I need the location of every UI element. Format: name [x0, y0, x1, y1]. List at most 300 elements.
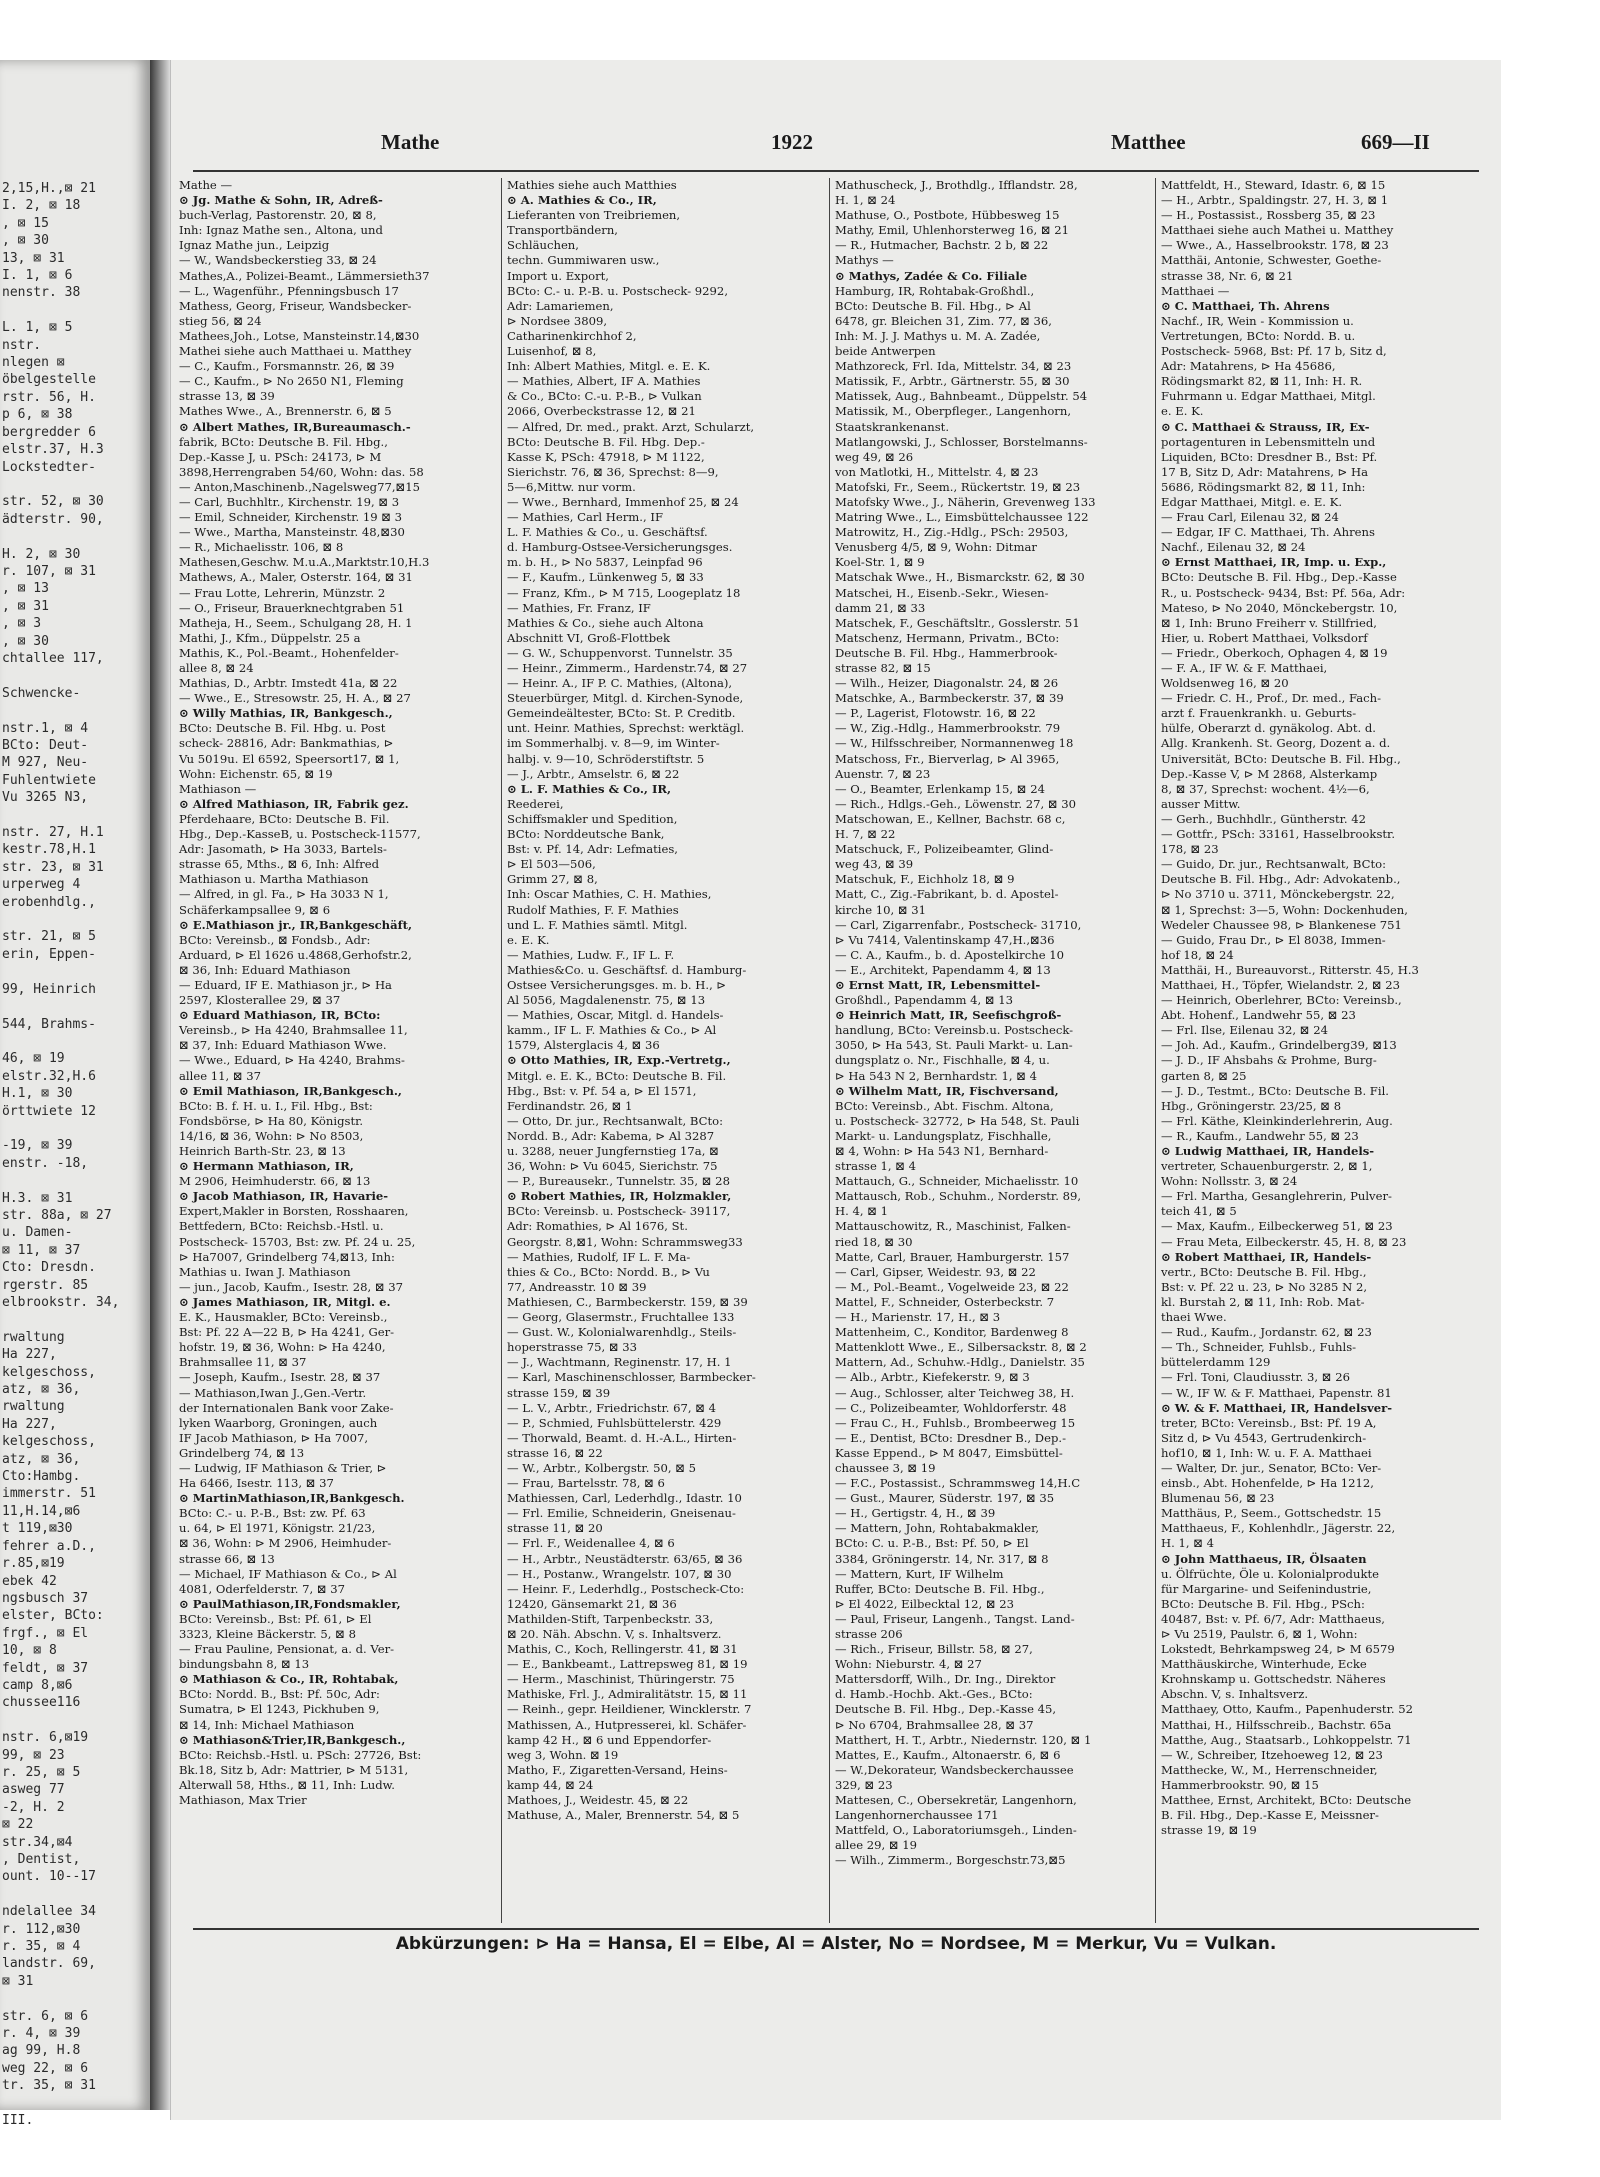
directory-line: — Franz, Kfm., ⊳ M 715, Loogeplatz 18 [507, 585, 741, 600]
directory-line: — R., Michaelisstr. 106, ⊠ 8 [179, 540, 344, 555]
directory-line: — Wwe., Martha, Mansteinstr. 48,⊠30 [179, 525, 405, 540]
directory-line: — Mathies, Rudolf, IF L. F. Ma- [507, 1249, 691, 1264]
directory-line: Fuhrmann u. Edgar Matthaei, Mitgl. [1161, 389, 1376, 404]
directory-line: Matt, C., Zig.-Fabrikant, b. d. Apostel- [835, 887, 1059, 902]
directory-line: — F., Kaufm., Lünkenweg 5, ⊠ 33 [507, 570, 704, 585]
directory-line: Mathies&Co. u. Geschäftsf. d. Hamburg- [507, 962, 747, 977]
directory-line: Wohn: Nollsstr. 3, ⊠ 24 [1161, 1174, 1298, 1189]
directory-line: Mathiason u. Martha Mathiason [179, 872, 369, 887]
directory-line: weg 49, ⊠ 26 [835, 449, 914, 464]
directory-line: Mattel, F., Schneider, Osterbeckstr. 7 [835, 1294, 1055, 1309]
directory-line: portagenturen in Lebensmitteln und [1161, 434, 1376, 449]
directory-line: — W., Wandsbeckerstieg 33, ⊠ 24 [179, 253, 377, 268]
directory-line: Matho, F., Zigaretten-Versand, Heins- [507, 1762, 728, 1777]
directory-line: — L. V., Arbtr., Friedrichstr. 67, ⊠ 4 [507, 1400, 717, 1415]
directory-line: BCto: C. u. P.-B., Bst: Pf. 50, ⊳ El [835, 1536, 1029, 1551]
directory-line: Mathesen,Geschw. M.u.A.,Marktstr.10,H.3 [179, 555, 430, 570]
directory-line: Schläuchen, [507, 238, 579, 253]
directory-line: Mathias, D., Arbtr. Imstedt 41a, ⊠ 22 [179, 676, 398, 691]
directory-line: Matthe, Aug., Staatsarb., Lohkoppelstr. 71 [1161, 1732, 1412, 1747]
directory-line: H. 4, ⊠ 1 [835, 1204, 889, 1219]
directory-line: Mathi, J., Kfm., Düppelstr. 25 a [179, 630, 361, 645]
directory-line: 8, ⊠ 37, Sprechst: wochent. 4½—6, [1161, 781, 1370, 796]
directory-line: — P., Bureausekr., Tunnelstr. 35, ⊠ 28 [507, 1174, 730, 1189]
directory-line: Catharinenkirchhof 2, [507, 328, 637, 343]
directory-line: — Frl. Martha, Gesanglehrerin, Pulver- [1161, 1189, 1392, 1204]
directory-line: — L., Wagenführ., Pfenningsbusch 17 [179, 283, 399, 298]
directory-line: strasse 159, ⊠ 39 [507, 1385, 611, 1400]
directory-line: Mathies & Co., siehe auch Altona [507, 615, 704, 630]
directory-line: im Sommerhalbj. v. 8—9, im Winter- [507, 736, 720, 751]
directory-line: — Frau, Bartelsstr. 78, ⊠ 6 [507, 1476, 665, 1491]
column-3 [835, 178, 1151, 1918]
directory-line: ⊙ Willy Mathias, IR, Bankgesch., [179, 706, 393, 721]
directory-line: Mattauschowitz, R., Maschinist, Falken- [835, 1219, 1071, 1234]
directory-line: — C., Polizeibeamter, Wohldorferstr. 48 [835, 1400, 1067, 1415]
directory-line: Matissek, Aug., Bahnbeamt., Düppelstr. 54 [835, 389, 1088, 404]
directory-line: 77, Andreasstr. 10 ⊠ 39 [507, 1279, 647, 1294]
directory-line: Vertretungen, BCto: Nordd. B. u. [1161, 328, 1356, 343]
directory-line: Adr: Matahrens, ⊳ Ha 45686, [1161, 359, 1336, 374]
directory-line: Mathes Wwe., A., Brennerstr. 6, ⊠ 5 [179, 404, 392, 419]
directory-line: dungsplatz o. Nr., Fischhalle, ⊠ 4, u. [835, 1053, 1050, 1068]
directory-line: Mateso, ⊳ No 2040, Mönckebergstr. 10, [1161, 600, 1398, 615]
directory-line: kamm., IF L. F. Mathies & Co., ⊳ Al [507, 1023, 717, 1038]
directory-line: — Gottfr., PSch: 33161, Hasselbrookstr. [1161, 827, 1396, 842]
directory-line: Hammerbrookstr. 90, ⊠ 15 [1161, 1777, 1319, 1792]
directory-line: — Wwe., A., Hasselbrookstr. 178, ⊠ 23 [1161, 238, 1389, 253]
directory-line: thaei Wwe. [1161, 1310, 1227, 1325]
directory-line: Matthaei siehe auch Mathei u. Matthey [1161, 223, 1394, 238]
directory-line: Mathuscheck, J., Brothdlg., Ifflandstr. 28, [835, 178, 1078, 192]
directory-line: — H., Arbtr., Neustädterstr. 63/65, ⊠ 36 [507, 1551, 743, 1566]
directory-line: Adr: Romathies, ⊳ Al 1676, St. [507, 1219, 688, 1234]
directory-line: Mathiske, Frl. J., Admiralitätstr. 15, ⊠ 11 [507, 1687, 748, 1702]
directory-line: Bst: v. Pf. 14, Adr: Lefmaties, [507, 842, 678, 857]
directory-line: kl. Burstah 2, ⊠ 11, Inh: Rob. Mat- [1161, 1294, 1365, 1309]
directory-line: Alterwall 58, Hths., ⊠ 11, Inh: Ludw. [179, 1777, 395, 1792]
directory-line: — Rich., Friseur, Billstr. 58, ⊠ 27, [835, 1642, 1033, 1657]
directory-line: ausser Mittw. [1161, 796, 1241, 811]
directory-line: Bettfedern, BCto: Reichsb.-Hstl. u. [179, 1219, 384, 1234]
directory-line: — Frl. Toni, Claudiusstr. 3, ⊠ 26 [1161, 1370, 1350, 1385]
directory-line: d. Hamburg-Ostsee-Versicherungsges. [507, 540, 733, 555]
column-divider [1155, 178, 1156, 1923]
directory-line: 6478, gr. Bleichen 31, Zim. 77, ⊠ 36, [835, 313, 1052, 328]
directory-line: ⊙ John Matthaeus, IR, Ölsaaten [1161, 1551, 1367, 1566]
directory-line: — Rud., Kaufm., Jordanstr. 62, ⊠ 23 [1161, 1325, 1372, 1340]
directory-line: Matschuck, F., Polizeibeamter, Glind- [835, 842, 1054, 857]
directory-line: ⊠ 1, Inh: Bruno Freiherr v. Stillfried, [1161, 615, 1377, 630]
directory-line: H. 7, ⊠ 22 [835, 827, 896, 842]
directory-line: strasse 66, ⊠ 13 [179, 1551, 275, 1566]
directory-line: Mathiason, Max Trier [179, 1793, 307, 1808]
directory-line: Lieferanten von Treibriemen, [507, 208, 681, 223]
directory-line: — Paul, Friseur, Langenh., Tangst. Land- [835, 1611, 1075, 1626]
directory-line: Bst: Pf. 22 A—22 B, ⊳ Ha 4241, Ger- [179, 1325, 395, 1340]
directory-line: Sitz d, ⊳ Vu 4543, Gertrudenkirch- [1161, 1430, 1367, 1445]
directory-line: 36, Wohn: ⊳ Vu 6045, Sierichstr. 75 [507, 1159, 718, 1174]
directory-line: & Co., BCto: C.-u. P.-B., ⊳ Vulkan [507, 389, 702, 404]
directory-line: — Guido, Dr. jur., Rechtsanwalt, BCto: [1161, 857, 1387, 872]
directory-line: ⊳ El 4022, Eilbecktal 12, ⊠ 23 [835, 1596, 1015, 1611]
directory-line: bindungsbahn 8, ⊠ 13 [179, 1657, 310, 1672]
directory-line: H. 1, ⊠ 4 [1161, 1536, 1215, 1551]
directory-line: 1579, Alsterglacis 4, ⊠ 36 [507, 1038, 660, 1053]
directory-line: ⊙ Robert Matthaei, IR, Handels- [1161, 1249, 1372, 1264]
directory-line: — E., Bankbeamt., Lattrepsweg 81, ⊠ 19 [507, 1657, 748, 1672]
directory-line: Mathess, Georg, Friseur, Wandsbecker- [179, 298, 412, 313]
directory-line: Matthäuskirche, Winterhude, Ecke [1161, 1657, 1367, 1672]
directory-line: Wohn: Nieburstr. 4, ⊠ 27 [835, 1657, 982, 1672]
column-divider [501, 178, 502, 1923]
directory-line: Luisenhof, ⊠ 8, [507, 344, 597, 359]
directory-line: Schiffsmakler und Spedition, [507, 811, 678, 826]
directory-line: ⊙ Albert Mathes, IR,Bureaumasch.- [179, 419, 411, 434]
directory-line: kirche 10, ⊠ 31 [835, 902, 927, 917]
directory-line: Mathis, C., Koch, Rellingerstr. 41, ⊠ 31 [507, 1642, 738, 1657]
directory-line: Mattausch, Rob., Schuhm., Norderstr. 89, [835, 1189, 1082, 1204]
directory-line: — Carl, Buchhltr., Kirchenstr. 19, ⊠ 3 [179, 494, 400, 509]
directory-line: Import u. Export, [507, 268, 609, 283]
directory-line: Matthäi, Antonie, Schwester, Goethe- [1161, 253, 1382, 268]
directory-line: ried 18, ⊠ 30 [835, 1234, 913, 1249]
directory-line: — Heinrich, Oberlehrer, BCto: Vereinsb., [1161, 993, 1402, 1008]
directory-line: kamp 42 H., ⊠ 6 und Eppendorfer- [507, 1732, 712, 1747]
directory-line: ⊙ Jacob Mathiason, IR, Havarie- [179, 1189, 389, 1204]
directory-line: Matthaeus, F., Kohlenhdlr., Jägerstr. 22, [1161, 1521, 1396, 1536]
directory-line: — W., IF W. & F. Matthaei, Papenstr. 81 [1161, 1385, 1392, 1400]
footer-rule [193, 1928, 1479, 1930]
directory-line: stieg 56, ⊠ 24 [179, 313, 262, 328]
directory-line: Wedeler Chaussee 98, ⊳ Blankenese 751 [1161, 917, 1402, 932]
directory-line: ⊙ A. Mathies & Co., IR, [507, 193, 657, 208]
directory-line: strasse 65, Mths., ⊠ 6, Inh: Alfred [179, 857, 380, 872]
directory-line: Allg. Krankenh. St. Georg, Dozent a. d. [1161, 736, 1391, 751]
directory-line: 2066, Overbeckstrasse 12, ⊠ 21 [507, 404, 696, 419]
directory-line: ⊙ Alfred Mathiason, IR, Fabrik gez. [179, 796, 409, 811]
directory-line: hof10, ⊠ 1, Inh: W. u. F. A. Matthaei [1161, 1445, 1372, 1460]
directory-line: B. Fil. Hbg., Dep.-Kasse E, Meissner- [1161, 1808, 1379, 1823]
directory-line: u. 3288, neuer Jungfernstieg 17a, ⊠ [507, 1144, 719, 1158]
directory-line: strasse 19, ⊠ 19 [1161, 1823, 1257, 1838]
directory-line: Matthert, H. T., Arbtr., Niedernstr. 120, ⊠ 1 [835, 1732, 1092, 1747]
directory-line: — Edgar, IF C. Matthaei, Th. Ahrens [1161, 525, 1375, 540]
directory-line: — Alfred, in gl. Fa., ⊳ Ha 3033 N 1, [179, 887, 389, 902]
directory-line: Vu 5019u. El 6592, Speersort17, ⊠ 1, [179, 751, 400, 766]
directory-line: ⊙ Eduard Mathiason, IR, BCto: [179, 1008, 381, 1023]
directory-line: Mattes, E., Kaufm., Altonaerstr. 6, ⊠ 6 [835, 1747, 1061, 1762]
directory-line: Matthecke, W., M., Herrenschneider, [1161, 1762, 1378, 1777]
directory-line: Matthaey, Otto, Kaufm., Papenhuderstr. 52 [1161, 1702, 1413, 1717]
directory-line: Matschei, H., Eisenb.-Sekr., Wiesen- [835, 585, 1049, 600]
directory-line: beide Antwerpen [835, 344, 936, 359]
header-year: 1922 [771, 130, 813, 154]
directory-line: kamp 44, ⊠ 24 [507, 1777, 594, 1792]
directory-line: Mattfeldt, H., Steward, Idastr. 6, ⊠ 15 [1161, 178, 1386, 192]
directory-line: Bk.18, Sitz b, Adr: Mattrier, ⊳ M 5131, [179, 1762, 409, 1777]
directory-line: ⊙ James Mathiason, IR, Mitgl. e. [179, 1294, 391, 1309]
directory-line: Bst: v. Pf. 22 u. 23, ⊳ No 3285 N 2, [1161, 1279, 1368, 1294]
directory-line: Abschn. V, s. Inhaltsverz. [1161, 1687, 1309, 1702]
directory-line: weg 3, Wohn. ⊠ 19 [507, 1747, 619, 1762]
directory-line: BCto: Nordd. B., Bst: Pf. 50c, Adr: [179, 1687, 380, 1702]
directory-line: — Carl, Zigarrenfabr., Postscheck- 31710, [835, 917, 1082, 932]
directory-line: chaussee 3, ⊠ 19 [835, 1460, 936, 1475]
directory-line: ⊳ Nordsee 3809, [507, 313, 608, 328]
directory-line: — jun., Jacob, Kaufm., Isestr. 28, ⊠ 37 [179, 1279, 403, 1294]
directory-line: hülfe, Oberarzt d. gynäkolog. Abt. d. [1161, 721, 1376, 736]
directory-line: hof 18, ⊠ 24 [1161, 947, 1234, 962]
directory-line: Krohnskamp u. Gottschedstr. Näheres [1161, 1672, 1386, 1687]
directory-line: — Mathies, Oscar, Mitgl. d. Handels- [507, 1008, 724, 1023]
directory-line: scheck- 28816, Adr: Bankmathias, ⊳ [179, 736, 394, 751]
directory-line: ⊠ 36, Wohn: ⊳ M 2906, Heimhuder- [179, 1536, 392, 1551]
directory-line: — Mathies, Carl Herm., IF [507, 510, 663, 525]
directory-line: — H., Gertigstr. 4, H., ⊠ 39 [835, 1506, 996, 1521]
directory-line: Matofsky Wwe., J., Näherin, Grevenweg 133 [835, 494, 1096, 509]
directory-line: Adr: Lamariemen, [507, 298, 614, 313]
directory-line: Großhdl., Papendamm 4, ⊠ 13 [835, 993, 1014, 1008]
directory-line: ⊙ Robert Mathies, IR, Holzmakler, [507, 1189, 732, 1204]
directory-line: BCto: Vereinsb., Abt. Fischm. Altona, [835, 1098, 1054, 1113]
directory-line: — Emil, Schneider, Kirchenstr. 19 ⊠ 3 [179, 510, 403, 525]
directory-line: Inh: Ignaz Mathe sen., Altona, und [179, 223, 383, 238]
directory-line: der Internationalen Bank voor Zake- [179, 1400, 394, 1415]
directory-line: ⊙ W. & F. Matthaei, IR, Handelsver- [1161, 1400, 1393, 1415]
directory-line: vertreter, Schauenburgerstr. 2, ⊠ 1, [1161, 1159, 1373, 1174]
directory-line: Matrowitz, H., Zig.-Hdlg., PSch: 29503, [835, 525, 1069, 540]
directory-line: Sumatra, ⊳ El 1243, Pickhuben 9, [179, 1702, 380, 1717]
directory-line: Mattenheim, C., Konditor, Bardenweg 8 [835, 1325, 1069, 1340]
directory-line: Ruffer, BCto: Deutsche B. Fil. Hbg., [835, 1581, 1045, 1596]
directory-line: BCto: Deutsche B. Fil. Hbg., PSch: [1161, 1596, 1365, 1611]
directory-line: 3898,Herrengraben 54/60, Wohn: das. 58 [179, 464, 424, 479]
directory-line: — Frl. F., Weidenallee 4, ⊠ 6 [507, 1536, 675, 1551]
directory-line: — Heinr. F., Lederhdlg., Postscheck-Cto: [507, 1581, 745, 1596]
directory-line: Mathias u. Iwan J. Mathiason [179, 1264, 351, 1279]
directory-line: Expert,Makler in Borsten, Rosshaaren, [179, 1204, 409, 1219]
directory-line: 3323, Kleine Bäckerstr. 5, ⊠ 8 [179, 1627, 356, 1641]
directory-line: Inh: M. J. J. Mathys u. M. A. Zadée, [835, 328, 1041, 343]
page-number: 669—II [1361, 130, 1430, 154]
directory-line: strasse 38, Nr. 6, ⊠ 21 [1161, 268, 1294, 283]
directory-line: BCto: Vereinsb. u. Postscheck- 39117, [507, 1204, 731, 1219]
directory-line: Matheja, H., Seem., Schulgang 28, H. 1 [179, 615, 413, 630]
directory-line: — W., Schreiber, Itzehoeweg 12, ⊠ 23 [1161, 1747, 1383, 1762]
directory-line: — W., Hilfsschreiber, Normannenweg 18 [835, 736, 1074, 751]
directory-line: Georgstr. 8,⊠1, Wohn: Schrammsweg33 [507, 1234, 743, 1249]
directory-line: — Wilh., Zimmerm., Borgeschstr.73,⊠5 [835, 1853, 1066, 1868]
directory-line: H. 1, ⊠ 24 [835, 193, 896, 208]
directory-line: Sierichstr. 76, ⊠ 36, Sprechst: 8—9, [507, 464, 719, 479]
directory-line: Matthaei — [1161, 283, 1230, 298]
directory-line: Mathees,Joh., Lotse, Mansteinstr.14,⊠30 [179, 328, 420, 343]
directory-line: — Friedr. C. H., Prof., Dr. med., Fach- [1161, 691, 1382, 706]
directory-line: — Frl. Ilse, Eilenau 32, ⊠ 24 [1161, 1023, 1328, 1038]
directory-line: e. E. K. [1161, 404, 1204, 419]
directory-line: buch-Verlag, Pastorenstr. 20, ⊠ 8, [179, 208, 377, 223]
directory-line: — Guido, Frau Dr., ⊳ El 8038, Immen- [1161, 932, 1386, 947]
directory-line: Mathoes, J., Weidestr. 45, ⊠ 22 [507, 1793, 689, 1808]
directory-line: halbj. v. 9—10, Schröderstiftstr. 5 [507, 751, 705, 766]
directory-line: Markt- u. Landungsplatz, Fischhalle, [835, 1128, 1052, 1143]
directory-line: Mathiesen, C., Barmbeckerstr. 159, ⊠ 39 [507, 1294, 748, 1309]
directory-line: Hier, u. Robert Matthaei, Volksdorf [1161, 630, 1368, 645]
directory-line: handlung, BCto: Vereinsb.u. Postscheck- [835, 1023, 1074, 1038]
directory-line: treter, BCto: Vereinsb., Bst: Pf. 19 A, [1161, 1415, 1377, 1430]
directory-line: Matschenz, Hermann, Privatm., BCto: [835, 630, 1060, 645]
directory-line: Matissik, F., Arbtr., Gärtnerstr. 55, ⊠ 30 [835, 374, 1070, 389]
directory-line: — Heinr., Zimmerm., Hardenstr.74, ⊠ 27 [507, 661, 748, 675]
directory-line: — H., Arbtr., Spaldingstr. 27, H. 3, ⊠ 1 [1161, 193, 1389, 208]
directory-line: — J., Arbtr., Amselstr. 6, ⊠ 22 [507, 766, 680, 781]
directory-line: ⊙ Mathys, Zadée & Co. Filiale [835, 268, 1028, 283]
column-2 [507, 178, 825, 1918]
directory-line: Matring Wwe., L., Eimsbüttelchaussee 122 [835, 510, 1089, 525]
directory-line: Deutsche B. Fil. Hbg., Dep.-Kasse 45, [835, 1702, 1057, 1717]
directory-line: — O., Friseur, Brauerknechtgraben 51 [179, 600, 405, 615]
directory-line: Matthai, H., Hilfsschreib., Bachstr. 65a [1161, 1717, 1392, 1732]
directory-line: Kasse K, PSch: 47918, ⊳ M 1122, [507, 449, 705, 464]
directory-line: — M., Pol.-Beamt., Vogelweide 23, ⊠ 22 [835, 1279, 1069, 1294]
directory-line: thies & Co., BCto: Nordd. B., ⊳ Vu [507, 1264, 710, 1279]
directory-line: — H., Marienstr. 17, H., ⊠ 3 [835, 1310, 1001, 1325]
directory-line: ⊙ Heinrich Matt, IR, Seefischgroß- [835, 1008, 1062, 1023]
directory-line: allee 8, ⊠ 24 [179, 661, 254, 675]
abbreviations-footer: Abkürzungen: ⊳ Ha = Hansa, El = Elbe, Al = Alster, No = Nordsee, M = Merkur, Vu = Vulkan. [395, 1934, 1277, 1954]
directory-line: e. E. K. [507, 932, 550, 947]
directory-line: — Frau Meta, Eilbeckerstr. 45, H. 8, ⊠ 23 [1161, 1234, 1407, 1249]
directory-line: Abt. Hohenf., Landwehr 55, ⊠ 23 [1161, 1008, 1356, 1023]
directory-line: lyken Waarborg, Groningen, auch [179, 1415, 378, 1430]
directory-line: Heinrich Barth-Str. 23, ⊠ 13 [179, 1144, 346, 1158]
directory-line: Wohn: Eichenstr. 65, ⊠ 19 [179, 766, 333, 781]
directory-line: Universität, BCto: Deutsche B. Fil. Hbg., [1161, 751, 1401, 766]
directory-line: ⊙ C. Matthaei & Strauss, IR, Ex- [1161, 419, 1370, 434]
directory-line: — Wilh., Heizer, Diagonalstr. 24, ⊠ 26 [835, 676, 1059, 691]
directory-line: Mathes,A., Polizei-Beamt., Lämmersieth37 [179, 268, 430, 283]
directory-line: ⊙ C. Matthaei, Th. Ahrens [1161, 298, 1330, 313]
directory-line: Vereinsb., ⊳ Ha 4240, Brahmsallee 11, [179, 1023, 408, 1038]
directory-line: M 2906, Heimhuderstr. 66, ⊠ 13 [179, 1174, 371, 1189]
directory-line: — W.,Dekorateur, Wandsbeckerchaussee [835, 1762, 1074, 1777]
directory-line: R., u. Postscheck- 9434, Bst: Pf. 56a, Adr: [1161, 585, 1406, 600]
directory-line: Langenhornerchaussee 171 [835, 1808, 999, 1823]
directory-line: — G. W., Schuppenvorst. Tunnelstr. 35 [507, 645, 733, 660]
directory-line: — Frau Pauline, Pensionat, a. d. Ver- [179, 1642, 395, 1657]
directory-line: Matschuk, F., Eichholz 18, ⊠ 9 [835, 872, 1015, 887]
directory-line: Matlangowski, J., Schlosser, Borstelmanns- [835, 434, 1088, 449]
directory-line: — Karl, Maschinenschlosser, Barmbecker- [507, 1370, 756, 1385]
directory-line: Rödingsmarkt 82, ⊠ 11, Inh: H. R. [1161, 374, 1363, 389]
directory-line: — Thorwald, Beamt. d. H.-A.L., Hirten- [507, 1430, 737, 1445]
directory-line: Rudolf Mathies, F. F. Mathies [507, 902, 679, 917]
directory-line: Transportbändern, [507, 223, 618, 238]
directory-line: Mitgl. e. E. K., BCto: Deutsche B. Fil. [507, 1068, 727, 1083]
directory-line: arzt f. Frauenkrankh. u. Geburts- [1161, 706, 1357, 721]
directory-line: — Heinr. A., IF P. C. Mathies, (Altona), [507, 676, 733, 691]
directory-line: strasse 1, ⊠ 4 [835, 1159, 917, 1174]
directory-page [170, 60, 1501, 2120]
directory-line: ⊠ 14, Inh: Michael Mathiason [179, 1717, 355, 1732]
directory-line: 4081, Oderfelderstr. 7, ⊠ 37 [179, 1581, 346, 1596]
directory-line: Pferdehaare, BCto: Deutsche B. Fil. [179, 811, 390, 826]
directory-line: und L. F. Mathies sämtl. Mitgl. [507, 917, 688, 932]
directory-line: ⊙ E.Mathiason jr., IR,Bankgeschäft, [179, 917, 413, 932]
directory-line: — Th., Schneider, Fuhlsb., Fuhls- [1161, 1340, 1357, 1355]
directory-line: Gemeindeältester, BCto: St. P. Creditb. [507, 706, 736, 721]
directory-line: Mattfeld, O., Laboratoriumsgeh., Linden- [835, 1823, 1077, 1838]
directory-line: Postscheck- 15703, Bst: zw. Pf. 24 u. 25, [179, 1234, 416, 1249]
directory-line: Deutsche B. Fil. Hbg., Adr: Advokatenb., [1161, 872, 1401, 887]
directory-line: — Gust., Maurer, Süderstr. 197, ⊠ 35 [835, 1491, 1055, 1506]
directory-line: — W., Zig.-Hdlg., Hammerbrookstr. 79 [835, 721, 1061, 736]
directory-line: Adr: Jasomath, ⊳ Ha 3033, Bartels- [179, 842, 387, 857]
directory-line: ⊙ Ernst Matthaei, IR, Imp. u. Exp., [1161, 555, 1387, 570]
directory-line: Blumenau 56, ⊠ 23 [1161, 1491, 1275, 1506]
page-header [171, 130, 1501, 160]
directory-line: ⊙ Wilhelm Matt, IR, Fischversand, [835, 1083, 1059, 1098]
directory-line: — Mathiason,Iwan J.,Gen.-Vertr. [179, 1385, 367, 1400]
directory-line: — H., Postassist., Rossberg 35, ⊠ 23 [1161, 208, 1376, 223]
directory-line: Hbg., Dep.-KasseB, u. Postscheck-11577, [179, 827, 421, 842]
directory-line: — F.C., Postassist., Schrammsweg 14,H.C [835, 1476, 1081, 1491]
directory-line: — J., Wachtmann, Reginenstr. 17, H. 1 [507, 1355, 732, 1370]
directory-line: BCto: Deutsche B. Fil. Hbg., Dep.-Kasse [1161, 570, 1397, 585]
directory-line: strasse 13, ⊠ 39 [179, 389, 275, 404]
directory-line: d. Hamb.-Hochb. Akt.-Ges., BCto: [835, 1687, 1033, 1702]
directory-line: — Frl. Emilie, Schneiderin, Gneisenau- [507, 1506, 736, 1521]
header-left-keyword: Mathe [381, 130, 440, 154]
directory-line: — Joh. Ad., Kaufm., Grindelberg39, ⊠13 [1161, 1038, 1397, 1053]
directory-line: von Matlotki, H., Mittelstr. 4, ⊠ 23 [835, 464, 1039, 479]
directory-line: strasse 11, ⊠ 20 [507, 1521, 603, 1536]
directory-line: ⊳ Vu 2519, Paulstr. 6, ⊠ 1, Wohn: [1161, 1627, 1358, 1641]
directory-line: — Mathies, Albert, IF A. Mathies [507, 374, 701, 389]
directory-line: weg 43, ⊠ 39 [835, 857, 914, 872]
directory-line: — P., Lagerist, Flotowstr. 16, ⊠ 22 [835, 706, 1036, 721]
directory-line: — O., Beamter, Erlenkamp 15, ⊠ 24 [835, 781, 1045, 796]
directory-line: Deutsche B. Fil. Hbg., Hammerbrook- [835, 645, 1058, 660]
directory-line: Matschoss, Fr., Bierverlag, ⊳ Al 3965, [835, 751, 1060, 766]
directory-line: ⊠ 36, Inh: Eduard Mathiason [179, 962, 351, 977]
directory-line: ⊙ PaulMathiason,IR,Fondsmakler, [179, 1596, 401, 1611]
directory-line: — Carl, Gipser, Weidestr. 93, ⊠ 22 [835, 1264, 1036, 1279]
directory-line: 3384, Gröningerstr. 14, Nr. 317, ⊠ 8 [835, 1551, 1049, 1566]
directory-line: vertr., BCto: Deutsche B. Fil. Hbg., [1161, 1264, 1367, 1279]
column-1 [179, 178, 497, 1918]
directory-line: ⊳ El 503—506, [507, 857, 596, 872]
directory-line: 12420, Gänsemarkt 21, ⊠ 36 [507, 1596, 677, 1611]
directory-line: garten 8, ⊠ 25 [1161, 1068, 1247, 1083]
directory-line: ⊙ Ludwig Matthaei, IR, Handels- [1161, 1144, 1375, 1158]
directory-line: Matschek, F., Geschäftsltr., Gosslerstr. 51 [835, 615, 1080, 630]
directory-line: Kasse Eppend., ⊳ M 8047, Eimsbüttel- [835, 1445, 1063, 1460]
directory-line: Grimm 27, ⊠ 8, [507, 872, 598, 887]
directory-line: Mathilden-Stift, Tarpenbeckstr. 33, [507, 1611, 714, 1626]
directory-line: — Otto, Dr. jur., Rechtsanwalt, BCto: [507, 1113, 724, 1128]
directory-line: Matthäi, H., Bureauvorst., Ritterstr. 45, H.3 [1161, 962, 1419, 977]
column-4 [1161, 178, 1481, 1918]
directory-line: Matissik, M., Oberpfleger., Langenhorn, [835, 404, 1072, 419]
header-right-keyword: Matthee [1111, 130, 1186, 154]
directory-line: BCto: B. f. H. u. I., Fil. Hbg., Bst: [179, 1098, 373, 1113]
directory-line: ⊳ Ha 543 N 2, Bernhardstr. 1, ⊠ 4 [835, 1068, 1038, 1083]
directory-line: u. Postscheck- 32772, ⊳ Ha 548, St. Pauli [835, 1113, 1080, 1128]
directory-line: 2597, Klosterallee 29, ⊠ 37 [179, 993, 341, 1008]
directory-line: Grindelberg 74, ⊠ 13 [179, 1445, 305, 1460]
